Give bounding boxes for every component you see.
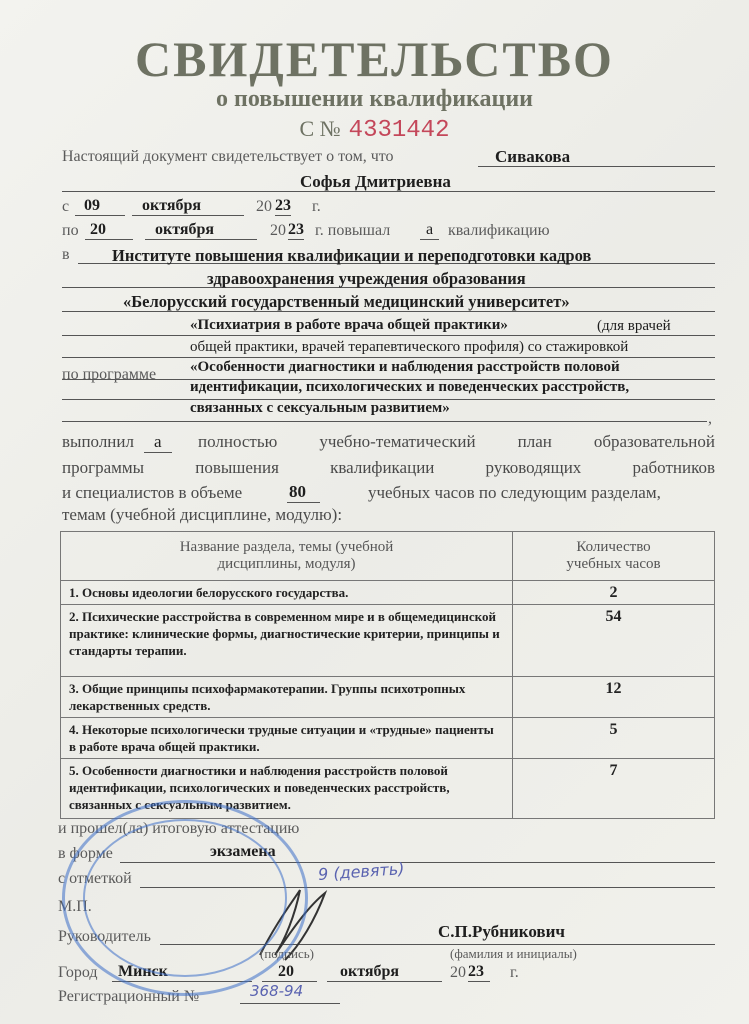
row-topic: 1. Основы идеологии белорусского государства. bbox=[61, 581, 513, 605]
head-name: С.П.Рубникович bbox=[438, 922, 565, 941]
seal-place: М.П. bbox=[58, 898, 92, 915]
institution-line-2: здравоохранения учреждения образования bbox=[207, 269, 526, 288]
grade-value: 9 (девять) bbox=[317, 859, 406, 884]
program-line-4: идентификации, психологических и поведенческих расстройств, bbox=[190, 379, 630, 395]
head-label: Руководитель bbox=[58, 928, 151, 945]
completion-line-3b: учебных часов по следующим разделам, bbox=[368, 483, 661, 502]
completion-line-1: полностью учебно-тематический план образовательной bbox=[198, 432, 715, 451]
document-title: СВИДЕТЕЛЬСТВО bbox=[135, 31, 614, 87]
institution-line-1: Институте повышения квалификации и переподготовки кадров bbox=[112, 246, 592, 265]
to-ending: а bbox=[420, 221, 439, 240]
total-hours: 80 bbox=[287, 482, 320, 503]
from-year: 23 bbox=[275, 197, 291, 214]
official-seal-stamp bbox=[62, 800, 308, 996]
name-caption: (фамилия и инициалы) bbox=[450, 946, 577, 961]
from-day: 09 bbox=[84, 197, 100, 214]
from-suffix: г. bbox=[312, 198, 321, 215]
city: Минск bbox=[118, 963, 168, 980]
form-label: в форме bbox=[58, 845, 113, 862]
row-topic: 3. Общие принципы психофармакотерапии. Группы психотропных лекарственных средств. bbox=[61, 677, 513, 718]
registration-number: 368-94 bbox=[250, 982, 304, 1000]
program-line-2: общей практики, врачей терапевтического профиля) со стажировкой bbox=[190, 339, 629, 355]
surname: Сивакова bbox=[495, 147, 571, 166]
row-hours: 5 bbox=[513, 718, 715, 759]
to-year: 23 bbox=[288, 221, 304, 238]
institution-prefix: в bbox=[62, 246, 70, 263]
given-name: Софья Дмитриевна bbox=[300, 172, 451, 191]
program-comma: , bbox=[708, 410, 712, 427]
certificate-number bbox=[0, 116, 749, 144]
from-prefix: с bbox=[62, 198, 70, 215]
row-topic: 2. Психические расстройства в современном мире и в общемедицинской практике: клинические формы, диагностические критерии, принципы и стандарты терапии. bbox=[61, 605, 513, 677]
from-year-prefix: 20 bbox=[256, 198, 272, 215]
row-hours: 54 bbox=[513, 605, 715, 677]
number-value: 4331442 bbox=[348, 117, 450, 144]
column-header-hours: Количество учебных часов bbox=[513, 532, 715, 581]
column-header-topic: Название раздела, темы (учебной дисциплины, модуля) bbox=[61, 532, 513, 581]
hours-table bbox=[60, 531, 715, 819]
program-note: (для врачей bbox=[597, 318, 671, 334]
from-month: октября bbox=[142, 197, 202, 214]
row-topic: 4. Некоторые психологически трудные ситуации и «трудные» пациенты в работе врача общей практики. bbox=[61, 718, 513, 759]
city-label: Город bbox=[58, 964, 98, 981]
to-suffix: г. повышал bbox=[315, 222, 391, 239]
registration-label: Регистрационный № bbox=[58, 988, 200, 1005]
issue-year-prefix: 20 bbox=[450, 964, 466, 981]
issue-year: 23 bbox=[468, 963, 490, 982]
institution-line-3: «Белорусский государственный медицинский университет» bbox=[123, 292, 570, 311]
completed-text: выполнил bbox=[62, 432, 134, 451]
issue-day: 20 bbox=[278, 963, 294, 980]
row-hours: 7 bbox=[513, 759, 715, 819]
row-topic: 5. Особенности диагностики и наблюдения расстройств половой идентификации, психологических и поведенческих расстройств, связанных с сексуальным развитием. bbox=[61, 759, 513, 819]
to-prefix: по bbox=[62, 222, 79, 239]
exam-form: экзамена bbox=[210, 843, 276, 860]
program-label: по программе bbox=[62, 366, 157, 383]
to-year-prefix: 20 bbox=[270, 222, 286, 239]
row-hours: 2 bbox=[513, 581, 715, 605]
issue-month: октября bbox=[340, 963, 400, 980]
attestation-text: и прошел(ла) итоговую аттестацию bbox=[58, 820, 300, 837]
table-row bbox=[61, 677, 715, 718]
table-row bbox=[61, 581, 715, 605]
table-row bbox=[61, 605, 715, 677]
to-day: 20 bbox=[90, 221, 106, 238]
number-prefix: С № bbox=[299, 116, 341, 141]
table-row bbox=[61, 718, 715, 759]
completion-line-3a: и специалистов в объеме bbox=[62, 483, 243, 502]
grade-label: с отметкой bbox=[58, 870, 132, 887]
to-month: октября bbox=[155, 221, 215, 238]
program-line-5: связанных с сексуальным развитием» bbox=[190, 400, 450, 416]
to-tail: квалификацию bbox=[448, 222, 550, 239]
row-hours: 12 bbox=[513, 677, 715, 718]
issue-suffix: г. bbox=[510, 964, 519, 981]
completion-line-2: программы повышения квалификации руководящих работников bbox=[62, 458, 715, 477]
completed-ending: а bbox=[144, 432, 172, 453]
intro-text: Настоящий документ свидетельствует о том, что bbox=[62, 148, 394, 165]
signature-caption: (подпись) bbox=[260, 946, 314, 961]
document-subtitle: о повышении квалификации bbox=[215, 86, 533, 112]
completion-line-4: темам (учебной дисциплине, модулю): bbox=[62, 505, 343, 524]
program-title: «Психиатрия в работе врача общей практики» bbox=[190, 317, 508, 333]
program-line-3: «Особенности диагностики и наблюдения расстройств половой bbox=[190, 359, 620, 375]
